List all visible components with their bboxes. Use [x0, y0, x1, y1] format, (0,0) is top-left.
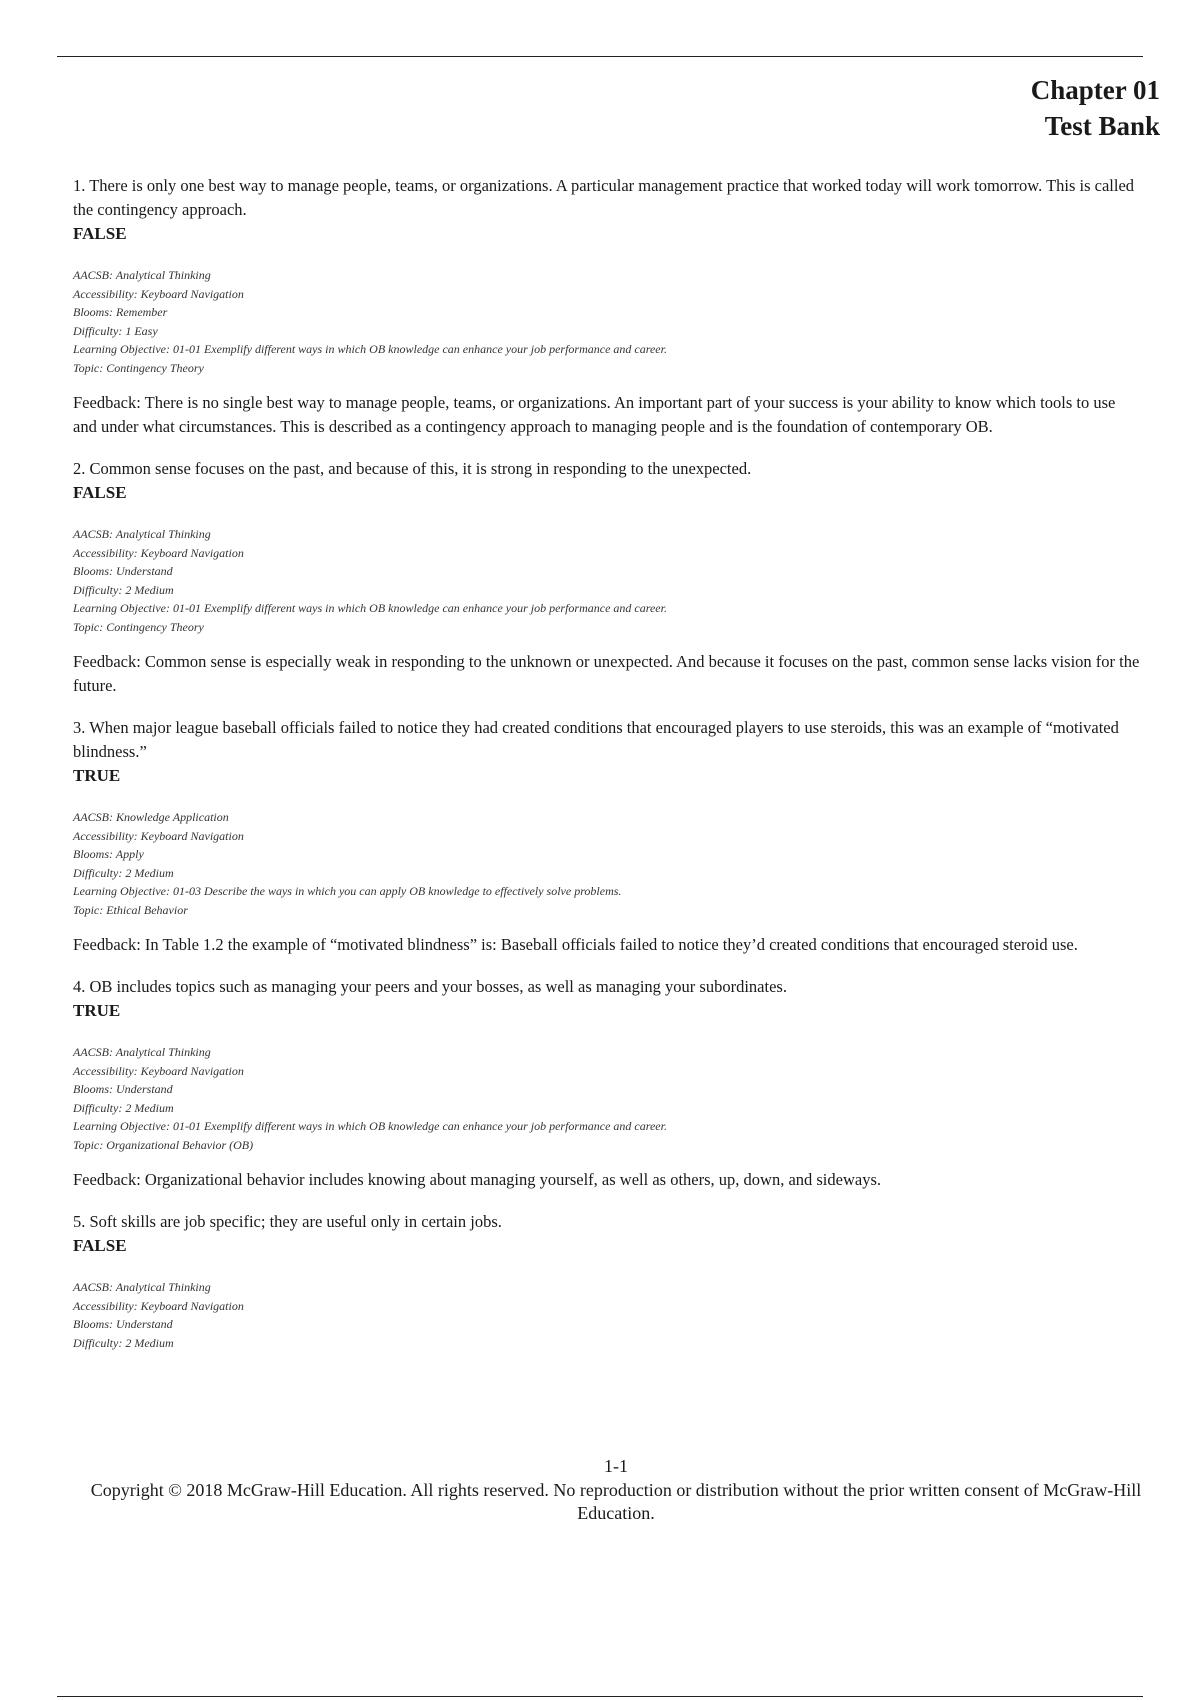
meta-accessibility: Accessibility: Keyboard Navigation	[73, 828, 244, 843]
question-3	[73, 716, 1143, 957]
meta-difficulty: Difficulty: 2 Medium	[73, 1100, 174, 1115]
feedback: Feedback: In Table 1.2 the example of “motivated blindness” is: Baseball officials failed to notice they’d created conditions that encouraged steroid use.	[73, 935, 1078, 954]
meta-blooms: Blooms: Understand	[73, 1317, 173, 1331]
page-footer	[57, 1455, 1175, 1525]
meta-difficulty: Difficulty: 1 Easy	[73, 323, 158, 338]
meta-aacsb: AACSB: Analytical Thinking	[73, 1045, 211, 1059]
meta-blooms: Blooms: Apply	[73, 847, 144, 861]
answer: TRUE	[73, 766, 121, 785]
meta-blooms: Blooms: Remember	[73, 305, 168, 319]
meta-aacsb: AACSB: Analytical Thinking	[73, 527, 211, 541]
page-number: 1-1	[604, 1456, 628, 1476]
bottom-rule	[57, 1696, 1143, 1697]
question-metadata	[73, 1278, 1143, 1352]
meta-learning-objective: Learning Objective: 01-01 Exemplify different ways in which OB knowledge can enhance your job performance and career.	[73, 601, 667, 615]
question-metadata	[73, 808, 1143, 919]
top-rule	[57, 56, 1143, 57]
answer: FALSE	[73, 1236, 127, 1255]
meta-blooms: Blooms: Understand	[73, 1082, 173, 1096]
chapter-title: Test Bank	[1044, 111, 1160, 141]
test-bank-content	[73, 174, 1143, 1366]
meta-topic: Topic: Contingency Theory	[73, 619, 204, 634]
meta-learning-objective: Learning Objective: 01-01 Exemplify different ways in which OB knowledge can enhance your job performance and career.	[73, 342, 667, 356]
meta-difficulty: Difficulty: 2 Medium	[73, 865, 174, 880]
copyright-notice: Copyright © 2018 McGraw-Hill Education. All rights reserved. No reproduction or distribution without the prior written consent of McGraw-Hill Education.	[90, 1480, 1142, 1523]
feedback: Feedback: Common sense is especially weak in responding to the unknown or unexpected. And because it focuses on the past, common sense lacks vision for the future.	[73, 652, 1140, 695]
chapter-number: Chapter 01	[1030, 75, 1160, 105]
question-metadata	[73, 266, 1143, 377]
question-text: 5. Soft skills are job specific; they are useful only in certain jobs.	[73, 1212, 502, 1231]
answer: FALSE	[73, 483, 127, 502]
meta-accessibility: Accessibility: Keyboard Navigation	[73, 545, 244, 560]
question-1	[73, 174, 1143, 439]
meta-difficulty: Difficulty: 2 Medium	[73, 1335, 174, 1350]
question-text: 2. Common sense focuses on the past, and because of this, it is strong in responding to the unexpected.	[73, 459, 752, 478]
meta-accessibility: Accessibility: Keyboard Navigation	[73, 1063, 244, 1078]
question-2	[73, 457, 1143, 698]
question-5	[73, 1210, 1143, 1352]
question-text: 1. There is only one best way to manage people, teams, or organizations. A particular management practice that worked today will work tomorrow. This is called the contingency approach.	[73, 176, 1135, 219]
answer: FALSE	[73, 224, 127, 243]
meta-learning-objective: Learning Objective: 01-03 Describe the ways in which you can apply OB knowledge to effectively solve problems.	[73, 884, 622, 898]
question-4	[73, 975, 1143, 1192]
meta-accessibility: Accessibility: Keyboard Navigation	[73, 1298, 244, 1313]
meta-aacsb: AACSB: Analytical Thinking	[73, 1280, 211, 1294]
meta-learning-objective: Learning Objective: 01-01 Exemplify different ways in which OB knowledge can enhance your job performance and career.	[73, 1119, 667, 1133]
meta-topic: Topic: Ethical Behavior	[73, 902, 188, 917]
meta-aacsb: AACSB: Knowledge Application	[73, 810, 229, 824]
meta-topic: Topic: Organizational Behavior (OB)	[73, 1137, 254, 1152]
question-metadata	[73, 1043, 1143, 1154]
meta-difficulty: Difficulty: 2 Medium	[73, 582, 174, 597]
question-text: 3. When major league baseball officials failed to notice they had created conditions that encouraged players to use steroids, this was an example of “motivated blindness.”	[73, 718, 1119, 761]
chapter-header	[1031, 72, 1160, 144]
meta-accessibility: Accessibility: Keyboard Navigation	[73, 286, 244, 301]
question-text: 4. OB includes topics such as managing your peers and your bosses, as well as managing your subordinates.	[73, 977, 787, 996]
feedback: Feedback: Organizational behavior includes knowing about managing yourself, as well as others, up, down, and sideways.	[73, 1170, 882, 1189]
meta-topic: Topic: Contingency Theory	[73, 360, 204, 375]
feedback: Feedback: There is no single best way to manage people, teams, or organizations. An important part of your success is your ability to know which tools to use and under what circumstances. This is described as a contingency approach to managing people and is the foundation of contemporary OB.	[73, 393, 1116, 436]
meta-aacsb: AACSB: Analytical Thinking	[73, 268, 211, 282]
question-metadata	[73, 525, 1143, 636]
meta-blooms: Blooms: Understand	[73, 564, 173, 578]
answer: TRUE	[73, 1001, 121, 1020]
